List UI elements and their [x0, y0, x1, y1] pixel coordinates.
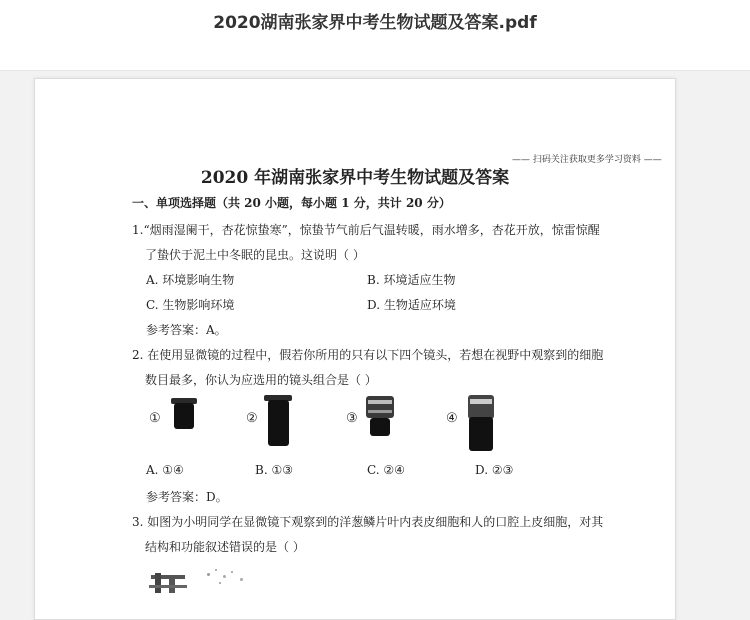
file-title: 2020湖南张家界中考生物试题及答案.pdf — [213, 13, 537, 33]
section-heading: 一、单项选择题（共 20 小题，每小题 1 分，共计 20 分） — [132, 196, 451, 210]
document-title: 2020 年湖南张家界中考生物试题及答案 — [200, 168, 510, 188]
qr-banner: —— 扫码关注获取更多学习资料 —— — [512, 155, 662, 165]
q2-answer: 参考答案：D。 — [146, 490, 228, 504]
q2-line2: 数目最多，你认为应选用的镜头组合是（ ） — [145, 373, 377, 387]
q1-answer: 参考答案：A。 — [146, 323, 227, 337]
q1-option-d: D. 生物适应环境 — [367, 298, 456, 312]
q2-option-a: A. ①④ — [146, 463, 184, 477]
lens-4-label: ④ — [446, 411, 458, 426]
q2-option-d: D. ②③ — [475, 463, 514, 477]
lens-1-label: ① — [149, 411, 161, 426]
q1-option-c: C. 生物影响环境 — [146, 298, 235, 312]
q3-line2: 结构和功能叙述错误的是（ ） — [145, 540, 305, 554]
viewer-header — [0, 0, 750, 71]
q1-line1: 1.“烟雨湿阑干，杏花惊蛰寒”，惊蛰节气前后气温转暖，雨水增多，杏花开放，惊雷惊醒 — [132, 223, 600, 237]
lens-2-label: ② — [246, 411, 258, 426]
q1-line2: 了蛰伏于泥土中冬眠的昆虫。这说明（ ） — [145, 248, 365, 262]
q2-option-c: C. ②④ — [367, 463, 405, 477]
q1-option-b: B. 环境适应生物 — [367, 273, 456, 287]
q2-line1: 2. 在使用显微镜的过程中，假若你所用的只有以下四个镜头，若想在视野中观察到的细胞 — [132, 348, 604, 362]
pdf-page — [34, 78, 676, 620]
q3-line1: 3. 如图为小明同学在显微镜下观察到的洋葱鳞片叶内表皮细胞和人的口腔上皮细胞，对其 — [132, 515, 604, 529]
lens-3-label: ③ — [346, 411, 358, 426]
q1-option-a: A. 环境影响生物 — [146, 273, 235, 287]
q2-option-b: B. ①③ — [255, 463, 293, 477]
